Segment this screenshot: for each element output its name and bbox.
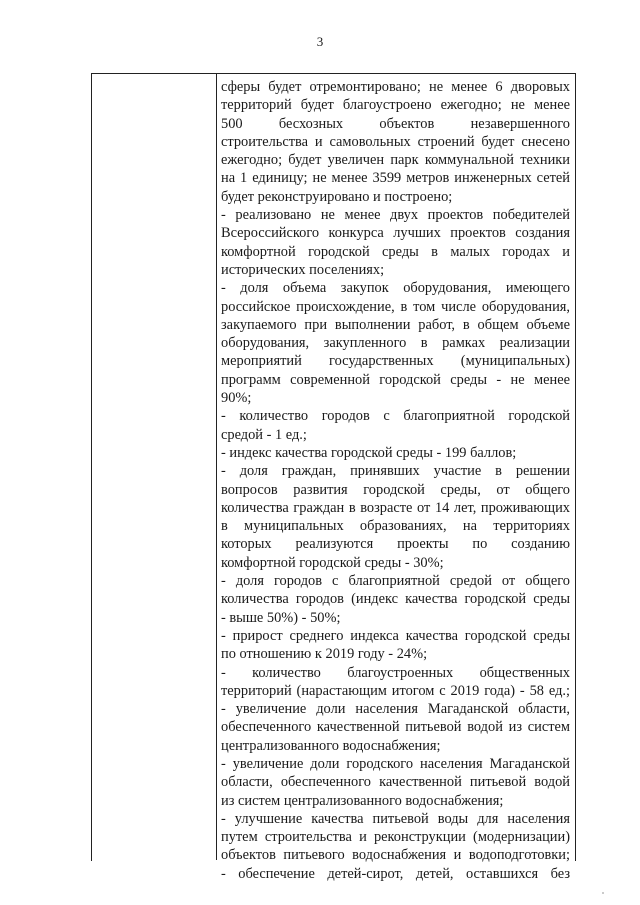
scan-artifact-dot	[602, 892, 604, 894]
text-line: - доля объема закупок оборудования, имеющего	[221, 280, 570, 297]
table-right-cell	[221, 78, 570, 883]
text-line: области, обеспеченного качественной питьевой водой	[221, 774, 570, 791]
text-line: ежегодно; будет увеличен парк коммунальной техники	[221, 152, 570, 169]
table-left-cell	[92, 74, 215, 860]
text-line: которых реализуются проекты по созданию	[221, 536, 570, 553]
text-line: в муниципальных образованиях, на территориях	[221, 518, 570, 535]
text-line: закупаемого при выполнении работ, в общем объеме	[221, 316, 570, 333]
text-line: средой - 1 ед.;	[221, 426, 307, 443]
text-line: - количество городов с благоприятной городской	[221, 408, 570, 425]
text-line: количества граждан в возрасте от 14 лет, проживающих	[221, 499, 570, 516]
text-line: централизованного водоснабжения;	[221, 737, 441, 754]
text-line: - улучшение качества питьевой воды для населения	[221, 810, 570, 827]
text-line: по отношению к 2019 году - 24%;	[221, 646, 428, 663]
text-line: - обеспечение детей-сирот, детей, оставшихся без	[221, 865, 570, 882]
text-line: территорий (нарастающим итогом с 2019 года) - 58 ед.;	[221, 682, 570, 699]
text-line: - количество благоустроенных общественных	[221, 664, 570, 681]
text-line: российское происхождение, в том числе оборудования,	[221, 298, 570, 315]
text-line: будет реконструировано и построено;	[221, 188, 453, 205]
text-line: - увеличение доли населения Магаданской области,	[221, 701, 570, 718]
text-line: - выше 50%) - 50%;	[221, 609, 341, 626]
text-line: строительства и самовольных строений будет снесено	[221, 133, 570, 150]
text-line: Всероссийского конкурса лучших проектов создания	[221, 225, 570, 242]
text-line: вопросов развития городской среды, от общего	[221, 481, 570, 498]
text-line: - прирост среднего индекса качества городской среды	[221, 627, 570, 644]
text-line: - доля городов с благоприятной средой от общего	[221, 573, 570, 590]
text-line: путем строительства и реконструкции (модернизации)	[221, 829, 570, 846]
text-line: - увеличение доли городского населения Магаданской	[221, 755, 570, 772]
text-line: из систем централизованного водоснабжения;	[221, 792, 504, 809]
text-line: мероприятий государственных (муниципальных)	[221, 353, 570, 370]
column-divider	[216, 73, 217, 860]
text-line: объектов питьевого водоснабжения и водоподготовки;	[221, 847, 570, 864]
text-line: - индекс качества городской среды - 199 баллов;	[221, 444, 517, 461]
text-line: оборудования, закупленного в рамках реализации	[221, 335, 570, 352]
text-line: 90%;	[221, 390, 252, 407]
text-line: исторических поселениях;	[221, 261, 385, 278]
text-line: комфортной городской среды в малых городах и	[221, 243, 570, 260]
text-line: территорий будет благоустроено ежегодно; не менее	[221, 97, 570, 114]
page-number: 3	[316, 34, 324, 49]
text-line: 500 бесхозных объектов незавершенного	[221, 115, 570, 132]
text-line: на 1 единицу; не менее 3599 метров инженерных сетей	[221, 170, 570, 187]
text-line: сферы будет отремонтировано; не менее 6 дворовых	[221, 79, 570, 95]
text-line: - реализовано не менее двух проектов победителей	[221, 207, 570, 224]
text-line: обеспеченного качественной питьевой водой из систем	[221, 719, 570, 736]
text-line: - доля граждан, принявших участие в решении	[221, 463, 570, 480]
text-line: комфортной городской среды - 30%;	[221, 554, 444, 571]
text-line: программ современной городской среды - не менее	[221, 371, 570, 388]
text-line: количества городов (индекс качества городской среды	[221, 591, 570, 608]
